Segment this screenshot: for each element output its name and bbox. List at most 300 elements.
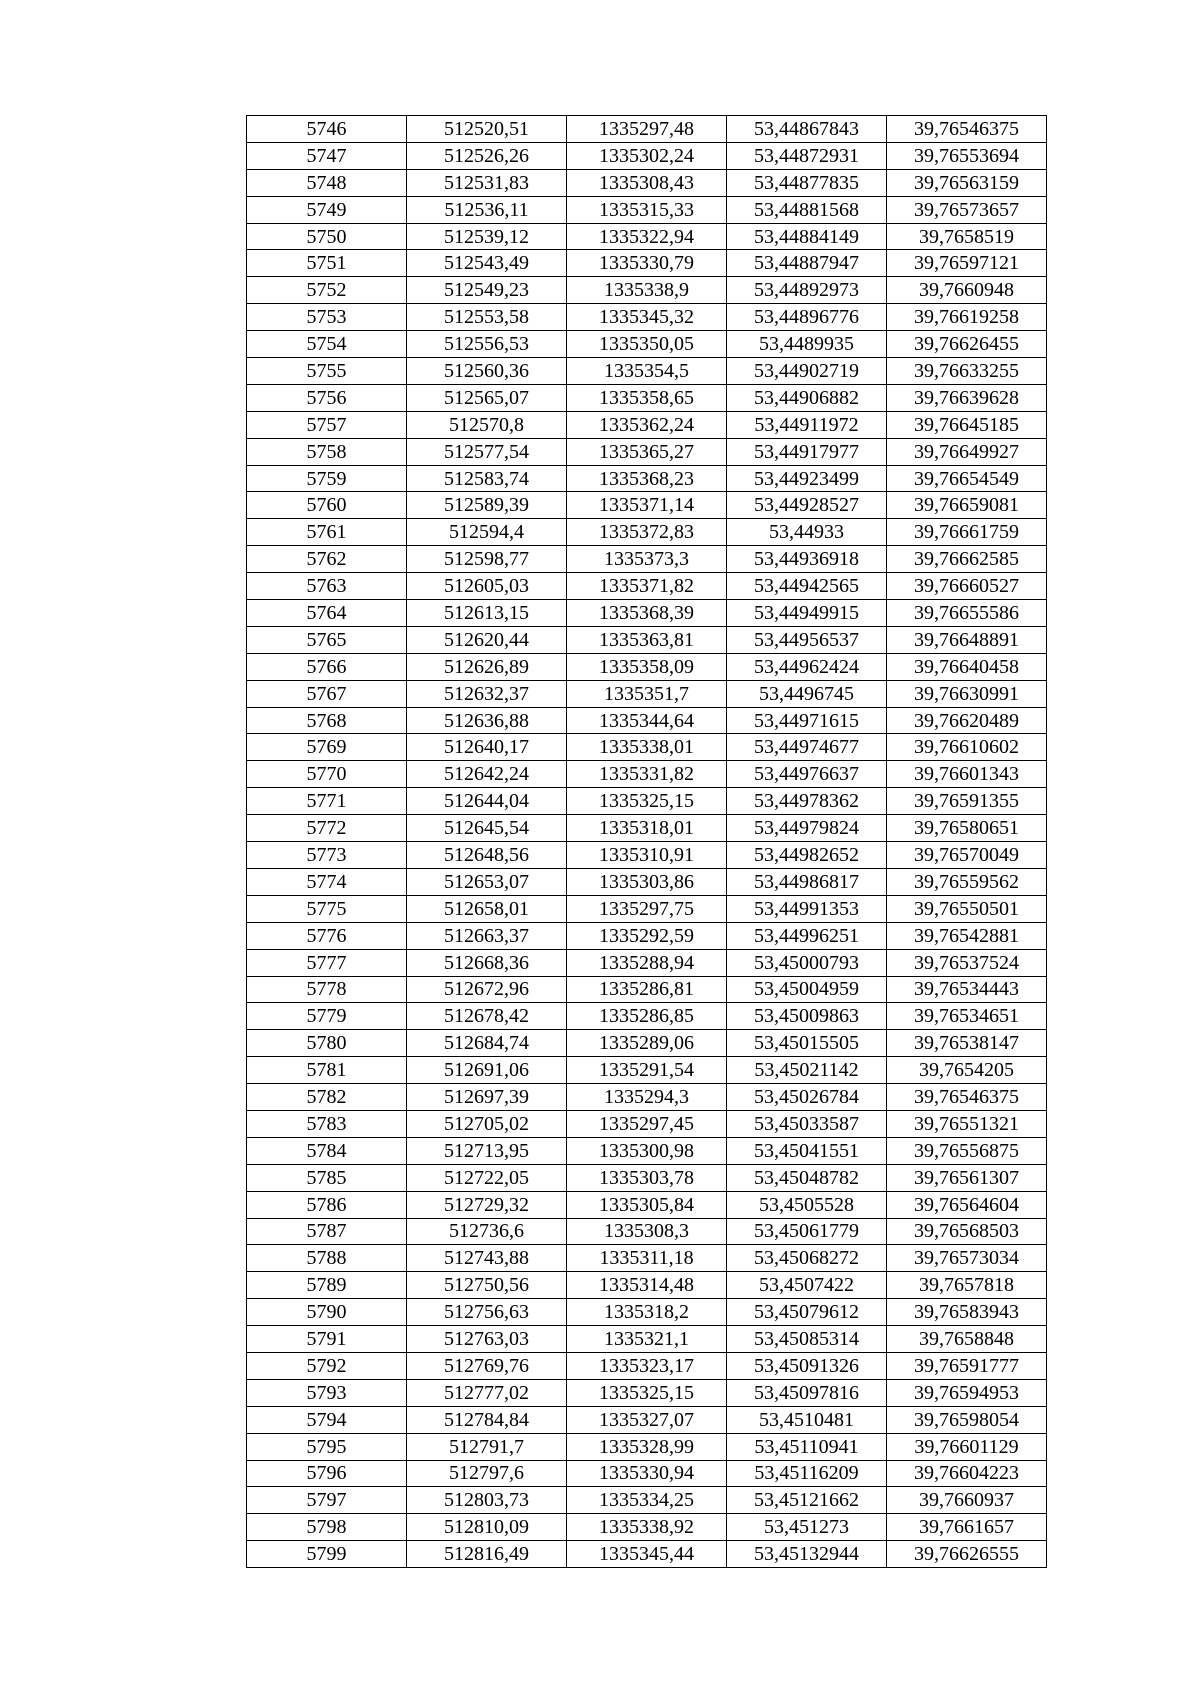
y-coordinate-cell: 1335365,27 — [567, 438, 727, 465]
x-coordinate-cell: 512684,74 — [407, 1030, 567, 1057]
point-number-cell: 5779 — [247, 1003, 407, 1030]
point-number-cell: 5771 — [247, 788, 407, 815]
point-number-cell: 5753 — [247, 304, 407, 331]
x-coordinate-cell: 512678,42 — [407, 1003, 567, 1030]
y-coordinate-cell: 1335323,17 — [567, 1352, 727, 1379]
latitude-cell: 53,44991353 — [727, 895, 887, 922]
table-row — [247, 169, 1047, 196]
x-coordinate-cell: 512632,37 — [407, 680, 567, 707]
table-row — [247, 1299, 1047, 1326]
table-row — [247, 976, 1047, 1003]
latitude-cell: 53,45015505 — [727, 1030, 887, 1057]
x-coordinate-cell: 512613,15 — [407, 600, 567, 627]
longitude-cell: 39,76556875 — [887, 1137, 1047, 1164]
point-number-cell: 5776 — [247, 922, 407, 949]
table-row — [247, 1352, 1047, 1379]
latitude-cell: 53,44906882 — [727, 384, 887, 411]
longitude-cell: 39,76619258 — [887, 304, 1047, 331]
latitude-cell: 53,45021142 — [727, 1057, 887, 1084]
y-coordinate-cell: 1335297,48 — [567, 116, 727, 143]
x-coordinate-cell: 512750,56 — [407, 1272, 567, 1299]
x-coordinate-cell: 512672,96 — [407, 976, 567, 1003]
table-row — [247, 1137, 1047, 1164]
point-number-cell: 5780 — [247, 1030, 407, 1057]
table-row — [247, 1003, 1047, 1030]
y-coordinate-cell: 1335292,59 — [567, 922, 727, 949]
x-coordinate-cell: 512743,88 — [407, 1245, 567, 1272]
table-row — [247, 842, 1047, 869]
latitude-cell: 53,45116209 — [727, 1460, 887, 1487]
latitude-cell: 53,44974677 — [727, 734, 887, 761]
longitude-cell: 39,76550501 — [887, 895, 1047, 922]
y-coordinate-cell: 1335368,39 — [567, 600, 727, 627]
table-row — [247, 761, 1047, 788]
x-coordinate-cell: 512791,7 — [407, 1433, 567, 1460]
point-number-cell: 5755 — [247, 358, 407, 385]
y-coordinate-cell: 1335314,48 — [567, 1272, 727, 1299]
table-row — [247, 815, 1047, 842]
latitude-cell: 53,45009863 — [727, 1003, 887, 1030]
table-row — [247, 1057, 1047, 1084]
table-row — [247, 196, 1047, 223]
latitude-cell: 53,44896776 — [727, 304, 887, 331]
x-coordinate-cell: 512620,44 — [407, 626, 567, 653]
y-coordinate-cell: 1335358,65 — [567, 384, 727, 411]
x-coordinate-cell: 512565,07 — [407, 384, 567, 411]
longitude-cell: 39,76538147 — [887, 1030, 1047, 1057]
table-row — [247, 653, 1047, 680]
x-coordinate-cell: 512640,17 — [407, 734, 567, 761]
latitude-cell: 53,44892973 — [727, 277, 887, 304]
y-coordinate-cell: 1335330,79 — [567, 250, 727, 277]
x-coordinate-cell: 512784,84 — [407, 1406, 567, 1433]
x-coordinate-cell: 512636,88 — [407, 707, 567, 734]
longitude-cell: 39,76546375 — [887, 116, 1047, 143]
longitude-cell: 39,76583943 — [887, 1299, 1047, 1326]
y-coordinate-cell: 1335345,32 — [567, 304, 727, 331]
x-coordinate-cell: 512797,6 — [407, 1460, 567, 1487]
latitude-cell: 53,45097816 — [727, 1379, 887, 1406]
longitude-cell: 39,76570049 — [887, 842, 1047, 869]
x-coordinate-cell: 512810,09 — [407, 1514, 567, 1541]
y-coordinate-cell: 1335363,81 — [567, 626, 727, 653]
y-coordinate-cell: 1335338,9 — [567, 277, 727, 304]
latitude-cell: 53,4505528 — [727, 1191, 887, 1218]
longitude-cell: 39,76594953 — [887, 1379, 1047, 1406]
x-coordinate-cell: 512756,63 — [407, 1299, 567, 1326]
table-row — [247, 223, 1047, 250]
y-coordinate-cell: 1335318,01 — [567, 815, 727, 842]
table-row — [247, 680, 1047, 707]
point-number-cell: 5793 — [247, 1379, 407, 1406]
latitude-cell: 53,45085314 — [727, 1326, 887, 1353]
x-coordinate-cell: 512816,49 — [407, 1541, 567, 1568]
x-coordinate-cell: 512570,8 — [407, 411, 567, 438]
x-coordinate-cell: 512560,36 — [407, 358, 567, 385]
longitude-cell: 39,76559562 — [887, 868, 1047, 895]
y-coordinate-cell: 1335289,06 — [567, 1030, 727, 1057]
latitude-cell: 53,44978362 — [727, 788, 887, 815]
y-coordinate-cell: 1335303,78 — [567, 1164, 727, 1191]
point-number-cell: 5775 — [247, 895, 407, 922]
point-number-cell: 5754 — [247, 331, 407, 358]
longitude-cell: 39,76573657 — [887, 196, 1047, 223]
table-row — [247, 1326, 1047, 1353]
latitude-cell: 53,4510481 — [727, 1406, 887, 1433]
point-number-cell: 5762 — [247, 546, 407, 573]
x-coordinate-cell: 512777,02 — [407, 1379, 567, 1406]
longitude-cell: 39,76639628 — [887, 384, 1047, 411]
longitude-cell: 39,76553694 — [887, 142, 1047, 169]
point-number-cell: 5772 — [247, 815, 407, 842]
table-row — [247, 1514, 1047, 1541]
table-row — [247, 707, 1047, 734]
coordinates-table — [246, 115, 1047, 1568]
x-coordinate-cell: 512531,83 — [407, 169, 567, 196]
latitude-cell: 53,4507422 — [727, 1272, 887, 1299]
table-row — [247, 734, 1047, 761]
point-number-cell: 5777 — [247, 949, 407, 976]
x-coordinate-cell: 512605,03 — [407, 573, 567, 600]
longitude-cell: 39,76591355 — [887, 788, 1047, 815]
table-row — [247, 1406, 1047, 1433]
point-number-cell: 5758 — [247, 438, 407, 465]
longitude-cell: 39,76626455 — [887, 331, 1047, 358]
point-number-cell: 5782 — [247, 1084, 407, 1111]
y-coordinate-cell: 1335325,15 — [567, 788, 727, 815]
longitude-cell: 39,7657818 — [887, 1272, 1047, 1299]
longitude-cell: 39,76573034 — [887, 1245, 1047, 1272]
x-coordinate-cell: 512553,58 — [407, 304, 567, 331]
y-coordinate-cell: 1335368,23 — [567, 465, 727, 492]
longitude-cell: 39,76564604 — [887, 1191, 1047, 1218]
table-row — [247, 1272, 1047, 1299]
latitude-cell: 53,44936918 — [727, 546, 887, 573]
y-coordinate-cell: 1335330,94 — [567, 1460, 727, 1487]
y-coordinate-cell: 1335372,83 — [567, 519, 727, 546]
longitude-cell: 39,76597121 — [887, 250, 1047, 277]
longitude-cell: 39,76598054 — [887, 1406, 1047, 1433]
y-coordinate-cell: 1335297,75 — [567, 895, 727, 922]
x-coordinate-cell: 512583,74 — [407, 465, 567, 492]
latitude-cell: 53,44867843 — [727, 116, 887, 143]
y-coordinate-cell: 1335334,25 — [567, 1487, 727, 1514]
table-row — [247, 277, 1047, 304]
table-row — [247, 142, 1047, 169]
table-row — [247, 1191, 1047, 1218]
table-row — [247, 1218, 1047, 1245]
x-coordinate-cell: 512539,12 — [407, 223, 567, 250]
point-number-cell: 5761 — [247, 519, 407, 546]
point-number-cell: 5767 — [247, 680, 407, 707]
y-coordinate-cell: 1335318,2 — [567, 1299, 727, 1326]
latitude-cell: 53,45041551 — [727, 1137, 887, 1164]
x-coordinate-cell: 512653,07 — [407, 868, 567, 895]
longitude-cell: 39,76654549 — [887, 465, 1047, 492]
table-row — [247, 573, 1047, 600]
x-coordinate-cell: 512729,32 — [407, 1191, 567, 1218]
y-coordinate-cell: 1335373,3 — [567, 546, 727, 573]
longitude-cell: 39,76546375 — [887, 1084, 1047, 1111]
x-coordinate-cell: 512536,11 — [407, 196, 567, 223]
y-coordinate-cell: 1335362,24 — [567, 411, 727, 438]
latitude-cell: 53,44881568 — [727, 196, 887, 223]
y-coordinate-cell: 1335308,43 — [567, 169, 727, 196]
y-coordinate-cell: 1335305,84 — [567, 1191, 727, 1218]
longitude-cell: 39,76626555 — [887, 1541, 1047, 1568]
longitude-cell: 39,76633255 — [887, 358, 1047, 385]
table-row — [247, 358, 1047, 385]
y-coordinate-cell: 1335350,05 — [567, 331, 727, 358]
point-number-cell: 5756 — [247, 384, 407, 411]
longitude-cell: 39,76662585 — [887, 546, 1047, 573]
x-coordinate-cell: 512648,56 — [407, 842, 567, 869]
latitude-cell: 53,45079612 — [727, 1299, 887, 1326]
table-row — [247, 384, 1047, 411]
latitude-cell: 53,44911972 — [727, 411, 887, 438]
point-number-cell: 5769 — [247, 734, 407, 761]
y-coordinate-cell: 1335294,3 — [567, 1084, 727, 1111]
x-coordinate-cell: 512658,01 — [407, 895, 567, 922]
point-number-cell: 5770 — [247, 761, 407, 788]
longitude-cell: 39,76648891 — [887, 626, 1047, 653]
table-row — [247, 600, 1047, 627]
point-number-cell: 5791 — [247, 1326, 407, 1353]
latitude-cell: 53,45091326 — [727, 1352, 887, 1379]
y-coordinate-cell: 1335327,07 — [567, 1406, 727, 1433]
point-number-cell: 5790 — [247, 1299, 407, 1326]
longitude-cell: 39,76640458 — [887, 653, 1047, 680]
point-number-cell: 5760 — [247, 492, 407, 519]
point-number-cell: 5792 — [247, 1352, 407, 1379]
table-row — [247, 1541, 1047, 1568]
table-row — [247, 116, 1047, 143]
latitude-cell: 53,451273 — [727, 1514, 887, 1541]
latitude-cell: 53,4489935 — [727, 331, 887, 358]
table-row — [247, 1379, 1047, 1406]
y-coordinate-cell: 1335358,09 — [567, 653, 727, 680]
x-coordinate-cell: 512549,23 — [407, 277, 567, 304]
y-coordinate-cell: 1335286,85 — [567, 1003, 727, 1030]
point-number-cell: 5787 — [247, 1218, 407, 1245]
point-number-cell: 5786 — [247, 1191, 407, 1218]
longitude-cell: 39,76620489 — [887, 707, 1047, 734]
y-coordinate-cell: 1335310,91 — [567, 842, 727, 869]
x-coordinate-cell: 512668,36 — [407, 949, 567, 976]
table-row — [247, 1245, 1047, 1272]
longitude-cell: 39,76534651 — [887, 1003, 1047, 1030]
latitude-cell: 53,44949915 — [727, 600, 887, 627]
x-coordinate-cell: 512722,05 — [407, 1164, 567, 1191]
point-number-cell: 5783 — [247, 1110, 407, 1137]
point-number-cell: 5773 — [247, 842, 407, 869]
latitude-cell: 53,45000793 — [727, 949, 887, 976]
x-coordinate-cell: 512663,37 — [407, 922, 567, 949]
longitude-cell: 39,76630991 — [887, 680, 1047, 707]
longitude-cell: 39,76534443 — [887, 976, 1047, 1003]
point-number-cell: 5795 — [247, 1433, 407, 1460]
x-coordinate-cell: 512526,26 — [407, 142, 567, 169]
point-number-cell: 5766 — [247, 653, 407, 680]
x-coordinate-cell: 512691,06 — [407, 1057, 567, 1084]
longitude-cell: 39,76537524 — [887, 949, 1047, 976]
x-coordinate-cell: 512589,39 — [407, 492, 567, 519]
y-coordinate-cell: 1335325,15 — [567, 1379, 727, 1406]
y-coordinate-cell: 1335315,33 — [567, 196, 727, 223]
longitude-cell: 39,76610602 — [887, 734, 1047, 761]
y-coordinate-cell: 1335302,24 — [567, 142, 727, 169]
latitude-cell: 53,44976637 — [727, 761, 887, 788]
point-number-cell: 5759 — [247, 465, 407, 492]
x-coordinate-cell: 512644,04 — [407, 788, 567, 815]
point-number-cell: 5778 — [247, 976, 407, 1003]
longitude-cell: 39,76661759 — [887, 519, 1047, 546]
latitude-cell: 53,44982652 — [727, 842, 887, 869]
point-number-cell: 5748 — [247, 169, 407, 196]
y-coordinate-cell: 1335371,14 — [567, 492, 727, 519]
point-number-cell: 5789 — [247, 1272, 407, 1299]
longitude-cell: 39,76580651 — [887, 815, 1047, 842]
point-number-cell: 5750 — [247, 223, 407, 250]
y-coordinate-cell: 1335297,45 — [567, 1110, 727, 1137]
longitude-cell: 39,76561307 — [887, 1164, 1047, 1191]
x-coordinate-cell: 512626,89 — [407, 653, 567, 680]
y-coordinate-cell: 1335286,81 — [567, 976, 727, 1003]
table-row — [247, 304, 1047, 331]
longitude-cell: 39,76645185 — [887, 411, 1047, 438]
y-coordinate-cell: 1335308,3 — [567, 1218, 727, 1245]
longitude-cell: 39,7658848 — [887, 1326, 1047, 1353]
x-coordinate-cell: 512736,6 — [407, 1218, 567, 1245]
latitude-cell: 53,44956537 — [727, 626, 887, 653]
table-row — [247, 1164, 1047, 1191]
latitude-cell: 53,45068272 — [727, 1245, 887, 1272]
y-coordinate-cell: 1335322,94 — [567, 223, 727, 250]
y-coordinate-cell: 1335291,54 — [567, 1057, 727, 1084]
point-number-cell: 5797 — [247, 1487, 407, 1514]
table-row — [247, 250, 1047, 277]
x-coordinate-cell: 512803,73 — [407, 1487, 567, 1514]
table-row — [247, 1487, 1047, 1514]
longitude-cell: 39,76601343 — [887, 761, 1047, 788]
table-row — [247, 519, 1047, 546]
latitude-cell: 53,45061779 — [727, 1218, 887, 1245]
x-coordinate-cell: 512769,76 — [407, 1352, 567, 1379]
y-coordinate-cell: 1335338,01 — [567, 734, 727, 761]
longitude-cell: 39,76601129 — [887, 1433, 1047, 1460]
latitude-cell: 53,44902719 — [727, 358, 887, 385]
x-coordinate-cell: 512543,49 — [407, 250, 567, 277]
x-coordinate-cell: 512520,51 — [407, 116, 567, 143]
point-number-cell: 5765 — [247, 626, 407, 653]
x-coordinate-cell: 512763,03 — [407, 1326, 567, 1353]
x-coordinate-cell: 512594,4 — [407, 519, 567, 546]
point-number-cell: 5788 — [247, 1245, 407, 1272]
longitude-cell: 39,76591777 — [887, 1352, 1047, 1379]
table-row — [247, 492, 1047, 519]
table-row — [247, 411, 1047, 438]
latitude-cell: 53,44887947 — [727, 250, 887, 277]
table-row — [247, 788, 1047, 815]
x-coordinate-cell: 512598,77 — [407, 546, 567, 573]
latitude-cell: 53,45033587 — [727, 1110, 887, 1137]
x-coordinate-cell: 512642,24 — [407, 761, 567, 788]
latitude-cell: 53,4496745 — [727, 680, 887, 707]
longitude-cell: 39,7654205 — [887, 1057, 1047, 1084]
longitude-cell: 39,76659081 — [887, 492, 1047, 519]
latitude-cell: 53,44979824 — [727, 815, 887, 842]
y-coordinate-cell: 1335288,94 — [567, 949, 727, 976]
point-number-cell: 5764 — [247, 600, 407, 627]
latitude-cell: 53,44986817 — [727, 868, 887, 895]
latitude-cell: 53,44872931 — [727, 142, 887, 169]
latitude-cell: 53,44923499 — [727, 465, 887, 492]
x-coordinate-cell: 512556,53 — [407, 331, 567, 358]
coordinates-table-body — [247, 116, 1047, 1568]
point-number-cell: 5749 — [247, 196, 407, 223]
longitude-cell: 39,7660948 — [887, 277, 1047, 304]
longitude-cell: 39,76655586 — [887, 600, 1047, 627]
table-row — [247, 895, 1047, 922]
latitude-cell: 53,45026784 — [727, 1084, 887, 1111]
y-coordinate-cell: 1335300,98 — [567, 1137, 727, 1164]
latitude-cell: 53,44942565 — [727, 573, 887, 600]
point-number-cell: 5746 — [247, 116, 407, 143]
longitude-cell: 39,76551321 — [887, 1110, 1047, 1137]
longitude-cell: 39,76568503 — [887, 1218, 1047, 1245]
table-row — [247, 331, 1047, 358]
longitude-cell: 39,7660937 — [887, 1487, 1047, 1514]
y-coordinate-cell: 1335344,64 — [567, 707, 727, 734]
latitude-cell: 53,45004959 — [727, 976, 887, 1003]
point-number-cell: 5794 — [247, 1406, 407, 1433]
longitude-cell: 39,76604223 — [887, 1460, 1047, 1487]
table-row — [247, 1433, 1047, 1460]
latitude-cell: 53,45048782 — [727, 1164, 887, 1191]
point-number-cell: 5799 — [247, 1541, 407, 1568]
longitude-cell: 39,7661657 — [887, 1514, 1047, 1541]
longitude-cell: 39,76542881 — [887, 922, 1047, 949]
latitude-cell: 53,44971615 — [727, 707, 887, 734]
point-number-cell: 5768 — [247, 707, 407, 734]
point-number-cell: 5784 — [247, 1137, 407, 1164]
table-row — [247, 1460, 1047, 1487]
x-coordinate-cell: 512697,39 — [407, 1084, 567, 1111]
table-row — [247, 1110, 1047, 1137]
point-number-cell: 5796 — [247, 1460, 407, 1487]
point-number-cell: 5785 — [247, 1164, 407, 1191]
longitude-cell: 39,7658519 — [887, 223, 1047, 250]
table-row — [247, 1030, 1047, 1057]
latitude-cell: 53,45110941 — [727, 1433, 887, 1460]
table-row — [247, 868, 1047, 895]
point-number-cell: 5781 — [247, 1057, 407, 1084]
point-number-cell: 5763 — [247, 573, 407, 600]
y-coordinate-cell: 1335338,92 — [567, 1514, 727, 1541]
y-coordinate-cell: 1335331,82 — [567, 761, 727, 788]
point-number-cell: 5798 — [247, 1514, 407, 1541]
table-row — [247, 626, 1047, 653]
x-coordinate-cell: 512705,02 — [407, 1110, 567, 1137]
table-row — [247, 546, 1047, 573]
latitude-cell: 53,44962424 — [727, 653, 887, 680]
y-coordinate-cell: 1335345,44 — [567, 1541, 727, 1568]
x-coordinate-cell: 512713,95 — [407, 1137, 567, 1164]
latitude-cell: 53,44877835 — [727, 169, 887, 196]
table-row — [247, 949, 1047, 976]
table-row — [247, 922, 1047, 949]
y-coordinate-cell: 1335321,1 — [567, 1326, 727, 1353]
